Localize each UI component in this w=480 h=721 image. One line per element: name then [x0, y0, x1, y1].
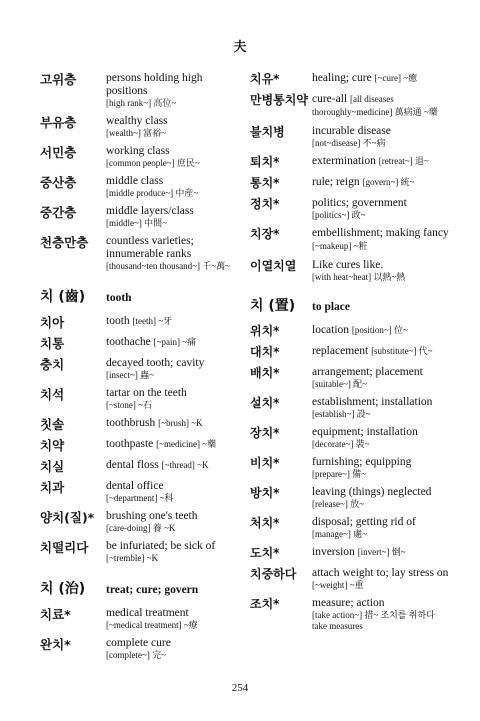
entry-gloss-text: rule; reign [312, 176, 360, 188]
entry-gloss [106, 480, 245, 493]
dictionary-entry [250, 155, 450, 170]
entry-gloss-text: brushing one's teeth [106, 510, 198, 522]
entry-gloss-text: working class [106, 145, 170, 157]
entry-body [312, 227, 450, 253]
entry-term: 설치* [250, 396, 280, 410]
entry-gloss [312, 426, 450, 439]
dictionary-entry [250, 324, 450, 339]
entry-gloss [106, 540, 245, 553]
entry-body [312, 597, 450, 632]
entry-gloss [106, 417, 245, 430]
entry-note: [~makeup] ~粧 [312, 241, 368, 251]
entry-gloss-text: extermination [312, 155, 376, 167]
dictionary-entry [40, 336, 245, 351]
entry-gloss [312, 227, 450, 253]
entry-gloss [106, 438, 245, 451]
entry-note: [teeth] ~牙 [132, 316, 173, 326]
dictionary-entry [250, 197, 450, 221]
entry-note: [substitute~] 代~ [371, 346, 433, 356]
entry-gloss [106, 235, 245, 261]
dictionary-entry [40, 115, 245, 139]
entry-gloss-text: Like cures like. [312, 259, 384, 271]
entry-note: [insect~] 蟲~ [106, 370, 154, 380]
entry-gloss [106, 115, 245, 128]
entry-body [312, 197, 450, 221]
section-term: 치 (齒) [40, 289, 86, 305]
entry-note: [high rank~] 高位~ [106, 98, 177, 108]
entry-gloss [312, 597, 450, 610]
entry-note: [complete~] 完~ [106, 650, 166, 660]
entry-note: [~medicine] ~藥 [156, 439, 217, 449]
entry-gloss [106, 607, 245, 620]
entry-body [106, 175, 245, 199]
entry-gloss [106, 336, 245, 349]
entry-term: 처치* [250, 516, 280, 530]
entry-note: [~weight] ~重 [312, 580, 364, 590]
entry-gloss-text: equipment; installation [312, 426, 418, 438]
entry-body [312, 176, 450, 191]
entry-gloss-text: incurable disease [312, 125, 391, 137]
entry-term: 치중하다 [250, 567, 297, 581]
entry-gloss-text: healing; cure [312, 72, 372, 84]
dictionary-entry [250, 516, 450, 540]
entry-gloss [106, 637, 245, 650]
entry-gloss [312, 567, 450, 580]
entry-gloss-text: dental floss [106, 459, 159, 471]
dictionary-entry [250, 93, 450, 119]
entry-term: 조치* [250, 597, 280, 611]
entry-gloss [312, 72, 450, 85]
entry-note: [govern~] 統~ [362, 177, 415, 187]
dictionary-entry [40, 145, 245, 169]
entry-note: [~cure] ~癒 [374, 73, 418, 83]
entry-term: 서민층 [40, 145, 77, 160]
entry-gloss [312, 366, 450, 379]
section-term: 치 (治) [40, 581, 86, 597]
dictionary-entry [40, 387, 245, 411]
entry-gloss-text: toothpaste [106, 438, 154, 450]
entry-term: 완치* [40, 637, 71, 652]
entry-term: 치석 [40, 387, 65, 402]
entry-note: [middle produce~] 中産~ [106, 188, 199, 198]
page-number: 254 [231, 682, 249, 694]
entry-gloss-text: disposal; getting rid of [312, 516, 416, 528]
entry-note: [with heat~heat] 以熱~熱 [312, 272, 406, 282]
entry-body [106, 510, 245, 534]
entry-term: 통치* [250, 176, 280, 190]
dictionary-entry [40, 72, 245, 109]
entry-body [312, 426, 450, 450]
entry-body [312, 324, 450, 339]
entry-term: 불치병 [250, 125, 285, 139]
dictionary-entry [40, 438, 245, 453]
dictionary-entry [40, 315, 245, 330]
entry-gloss [312, 396, 450, 409]
entry-body [106, 417, 245, 432]
entry-gloss [106, 459, 245, 472]
entry-gloss [312, 546, 450, 559]
entry-gloss-text: dental office [106, 480, 164, 492]
entry-note: [thousand~ten thousand~] 千~萬~ [106, 261, 230, 271]
entry-gloss [106, 72, 245, 98]
entry-gloss-text: toothbrush [106, 417, 156, 429]
entry-term: 방치* [250, 486, 280, 500]
entry-body [312, 93, 450, 119]
entry-gloss-text: complete cure [106, 637, 171, 649]
entry-gloss-text: medical treatment [106, 607, 189, 619]
entry-gloss-text: middle class [106, 175, 164, 187]
entry-gloss [106, 315, 245, 328]
entry-body [312, 546, 450, 561]
entry-body [312, 396, 450, 420]
entry-gloss-text: tartar on the teeth [106, 387, 187, 399]
entry-term: 도치* [250, 546, 280, 560]
entry-gloss-text: measure; action [312, 597, 385, 609]
entry-gloss [312, 176, 450, 189]
entry-note: [retreat~] 退~ [378, 156, 429, 166]
entry-gloss [312, 345, 450, 358]
section-gloss: to place [312, 301, 351, 313]
entry-term: 치아 [40, 315, 65, 330]
entry-body [106, 205, 245, 229]
entry-note: [~tremble] ~K [106, 553, 158, 563]
entry-gloss-text: leaving (things) neglected [312, 486, 432, 498]
entry-body [106, 115, 245, 139]
entry-gloss-text: decayed tooth; cavity [106, 357, 205, 369]
entry-term: 치유* [250, 72, 280, 86]
entry-body [312, 516, 450, 540]
entry-note: [politics~] 政~ [312, 210, 366, 220]
entry-note: [~medical treatment] ~療 [106, 620, 198, 630]
entry-note: [establish~] 設~ [312, 409, 371, 419]
entry-term: 장치* [250, 426, 280, 440]
entry-body [312, 125, 450, 149]
entry-note: [all diseases thoroughly~medicine] 萬病通 ~藥 [312, 94, 438, 117]
entry-term: 치약 [40, 438, 65, 453]
entry-gloss [106, 510, 245, 523]
dictionary-entry [250, 259, 450, 283]
dictionary-entry [250, 456, 450, 480]
entry-body [106, 315, 245, 330]
entry-gloss [106, 145, 245, 158]
dictionary-entry [40, 175, 245, 199]
entry-note: [care-doing] 養 ~K [106, 523, 176, 533]
entry-term: 이열치열 [250, 259, 297, 273]
entry-gloss-text: arrangement; placement [312, 366, 423, 378]
entry-gloss [106, 387, 245, 400]
section-heading [40, 578, 245, 598]
entry-term: 퇴치* [250, 155, 280, 169]
dictionary-entry [250, 345, 450, 360]
entry-term: 치통 [40, 336, 65, 351]
entry-note: [not~disease] 不~病 [312, 138, 386, 148]
dictionary-entry [250, 176, 450, 191]
left-column [40, 72, 245, 667]
section-gloss: tooth [106, 292, 132, 304]
entry-body [312, 155, 450, 170]
entry-note: [decorate~] 裝~ [312, 439, 370, 449]
entry-gloss-text: replacement [312, 345, 369, 357]
entry-gloss-text: inversion [312, 546, 355, 558]
entry-body [106, 637, 245, 661]
entry-note: [common people~] 庶民~ [106, 158, 200, 168]
entry-term: 치실 [40, 459, 65, 474]
entry-note: [middle~] 中間~ [106, 218, 167, 228]
entry-gloss-text: establishment; installation [312, 396, 433, 408]
entry-gloss-text: wealthy class [106, 115, 168, 127]
dictionary-entry [250, 546, 450, 561]
entry-body [106, 540, 245, 564]
entry-term: 부유층 [40, 115, 77, 130]
entry-gloss [106, 205, 245, 218]
dictionary-entry [40, 417, 245, 432]
dictionary-entry [40, 607, 245, 631]
entry-note: [~thread] ~K [161, 460, 209, 470]
entry-body [312, 567, 450, 591]
section-heading [40, 286, 245, 306]
entry-gloss [312, 516, 450, 529]
entry-gloss-text: toothache [106, 336, 151, 348]
entry-body [106, 387, 245, 411]
entry-term: 치떨리다 [40, 540, 89, 555]
entry-body [312, 259, 450, 283]
entry-note: [release~] 放~ [312, 499, 364, 509]
entry-body [312, 366, 450, 390]
entry-body [106, 357, 245, 381]
entry-term: 위치* [250, 324, 280, 338]
entry-note: [~brush] ~K [158, 418, 203, 428]
section-gloss: treat; cure; govern [106, 584, 199, 596]
entry-gloss-text: attach weight to; lay stress on [312, 567, 449, 579]
entry-gloss-text: furnishing; equipping [312, 456, 412, 468]
dictionary-entry [250, 227, 450, 253]
dictionary-entry [40, 480, 245, 504]
entry-term: 치료* [40, 607, 71, 622]
entry-note: [~department] ~科 [106, 493, 174, 503]
entry-body [106, 480, 245, 504]
entry-gloss [312, 197, 450, 210]
section-heading [250, 295, 450, 315]
entry-note: [invert~] 倒~ [357, 547, 406, 557]
dictionary-entry [40, 637, 245, 661]
right-column [250, 72, 450, 638]
dictionary-entry [250, 366, 450, 390]
entry-gloss [106, 175, 245, 188]
entry-gloss-text: politics; government [312, 197, 407, 209]
entry-note: [manage~] 處~ [312, 529, 367, 539]
entry-term: 충치 [40, 357, 65, 372]
entry-term: 치과 [40, 480, 65, 495]
entry-gloss [312, 259, 450, 272]
entry-gloss [312, 486, 450, 499]
dictionary-entry [250, 486, 450, 510]
dictionary-entry [40, 459, 245, 474]
dictionary-entry [40, 540, 245, 564]
dictionary-entry [250, 567, 450, 591]
page-header-mark: 夫 [233, 39, 247, 54]
entry-note: [position~] 位~ [351, 325, 408, 335]
entry-body [106, 145, 245, 169]
entry-gloss [312, 456, 450, 469]
entry-term: 정치* [250, 197, 280, 211]
entry-gloss-text: countless varieties; innumerable ranks [106, 235, 194, 260]
entry-term: 만병통치약 [250, 93, 308, 107]
entry-note: [take action~] 措~ 조치를 취하다 take measures [312, 610, 435, 631]
dictionary-entry [250, 72, 450, 87]
entry-term: 중산층 [40, 175, 77, 190]
dictionary-entry [250, 597, 450, 632]
entry-gloss-text: embellishment; making fancy [312, 227, 449, 239]
dictionary-entry [40, 510, 245, 534]
entry-body [106, 72, 245, 109]
entry-note: [wealth~] 富裕~ [106, 128, 166, 138]
entry-note: [prepare~] 備~ [312, 469, 366, 479]
entry-gloss [312, 155, 450, 168]
entry-gloss-text: be infuriated; be sick of [106, 540, 216, 552]
entry-gloss [312, 125, 450, 138]
dictionary-entry [40, 357, 245, 381]
entry-gloss-text: cure-all [312, 93, 348, 105]
entry-term: 양치(질)* [40, 510, 95, 525]
dictionary-entry [40, 235, 245, 272]
entry-body [312, 456, 450, 480]
section-term: 치 (置) [250, 298, 296, 314]
entry-term: 비치* [250, 456, 280, 470]
entry-body [312, 345, 450, 360]
entry-gloss-text: persons holding high positions [106, 72, 203, 97]
entry-term: 배치* [250, 366, 280, 380]
dictionary-entry [250, 426, 450, 450]
dictionary-entry [250, 125, 450, 149]
entry-term: 치장* [250, 227, 280, 241]
entry-note: [suitable~] 配~ [312, 379, 367, 389]
entry-gloss [312, 93, 450, 119]
entry-term: 천층만층 [40, 235, 89, 250]
entry-gloss-text: location [312, 324, 350, 336]
entry-body [312, 486, 450, 510]
entry-term: 칫솔 [40, 417, 65, 432]
entry-term: 고위층 [40, 72, 77, 87]
dictionary-entry [250, 396, 450, 420]
entry-note: [~pain] ~痛 [153, 337, 197, 347]
entry-body [312, 72, 450, 87]
entry-body [106, 438, 245, 453]
entry-body [106, 459, 245, 474]
entry-gloss-text: tooth [106, 315, 130, 327]
entry-gloss [106, 357, 245, 370]
entry-term: 중간층 [40, 205, 77, 220]
entry-body [106, 336, 245, 351]
dictionary-entry [40, 205, 245, 229]
entry-gloss-text: middle layers/class [106, 205, 194, 217]
entry-term: 대치* [250, 345, 280, 359]
entry-body [106, 235, 245, 272]
entry-body [106, 607, 245, 631]
entry-gloss [312, 324, 450, 337]
entry-note: [~stone] ~石 [106, 400, 152, 410]
